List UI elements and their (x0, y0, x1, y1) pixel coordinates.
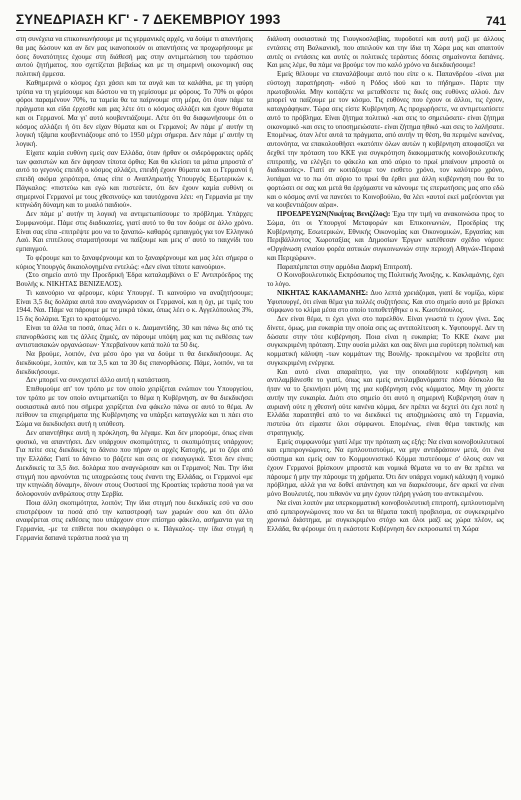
left-paragraph: Δεν πάμε μ' αυτήν τη λογική να αντιμετωπίσουμε το πρόβλημα. Υπάρχει; Συμφωνούμε. Πάμε στις διαδικασίες, γιατί αυτό το θα τον δούμε σε άλλο χρόνο. Είναι σας είπα -επιτρέψτε μου να το ξαναπώ- καθαρός εμπαιγμός για τον Ελληνικό Λαό. Και επιτέλους σταματήσουμε να παίζουμε και μεις σ' αυτό το παιχνίδι του εμπαιγμού. (16, 210, 253, 253)
right-paragraph: Παραπέμπεται στην αρμόδια Διαρκή Επιτροπή. (277, 262, 413, 271)
left-paragraph: στη συνέχεια να επικοινωνήσουμε με τις γερμανικές αρχές, να δούμε τι απαντήσεις θα μας δώσουν και αν δεν μας ικανοποιούν οι απαντήσεις να προχωρήσουμε με όσες δυνατότητες έχουμε στη διάθεσή μας στην αντιμετώπιση του τεράστιου αυτού ζητήματος, που σχετίζεται βεβαίως και με τη σημερινή οικονομική σας πολιτική έμμεσα. (16, 35, 253, 78)
speaker-text: Δυο λεπτά χρειάζομαι, γιατί δε νομίζω, κύριε Υφυπουργέ, ότι είναι θέμα για πολλές συζητήσεις. Και στο σημείο αυτό με βρίσκει σύμφωνο το κλίμα μέσα στο οποίο τοποθετήθηκε ο κ. Κωστόπουλος. (267, 288, 504, 315)
speaker-text: Έχω την τιμή να ανακοινώσω προς το Σώμα, ότι οι Υπουργοί Μεταφορών και Επικοινωνιών, Προεδρίας της Κυβέρνησης, Εσωτερικών, Εθνικής Οικονομίας και Οικονομικών, Εργασίας και Περιβάλλοντος Χωροταξίας και Δημοσίων Έργων κατέθεσαν σχέδιο νόμου: «Οργάνωση ενιαίου φορέα αστικών συγκοινωνιών στην περιοχή Αθηνών-Πειραιά και Περιχώρων». (267, 210, 504, 262)
right-paragraph: Να είναι λοιπόν μια υπερκομματική κοινοβουλευτική επιτροπή, εμπλουτισμένη από εμπειρογνώμονες που να δει τα θέματα τακτή προβεισμα, σε συγκεκριμένο χρονικό διάστημα, με συγκεκριμένο στόχο και όλοι μαζί ως χώρα πλέον, ως Ελλάδα, θα φέρουμε ότι η εκάστοτε Κυβέρνηση δεν εκπροσωπεί τη Χώρα (267, 498, 504, 533)
header-rule (16, 30, 506, 31)
session-title: ΣΥΝΕΔΡΙΑΣΗ ΚΓ' - 7 ΔΕΚΕΜΒΡΙΟΥ 1993 (16, 12, 281, 27)
right-paragraph: Ο Κοινοβουλευτικός Εκπρόσωπος της Πολιτικής Άνοιξης, κ. Κακλαμάνης, έχει το λόγο. (267, 271, 504, 288)
left-column (16, 35, 253, 795)
speaker-paragraph (267, 289, 504, 315)
left-paragraph: Δεν μπορεί να συνεχιστεί άλλο αυτή η κατάσταση. (26, 376, 171, 385)
right-paragraph: διάλυση ουσιαστικά της Γιουγκοσλαβίας, πυροδοτεί και αυτή μαζί με άλλους εντάσεις στη Βαλκανική, που απειλούν και την ίδια τη Χώρα μας και απαιτούν αυτές οι εντάσεις και αυτές οι πολιτικές τεράστιες δόσεις σημαίνοντα δαπάνες. Και μεις λέμε, θα πάμε να βρούμε τον πιο καλό χρόνο να διεκδικήσουμε! (267, 35, 504, 70)
right-paragraph: Εμείς συμφωνούμε γιατί λέμε την πρόταση ως εξής: Να είναι κοινοβουλευτικοί και εμπειρογνώμονες. Να εμπλουτιστούμε, να μην αντιδράσουν μετά, ότι ένα σύστημα και εμείς σαν το Κομμουνιστικό Κόμμα πιστεύουμε σ' όλους σαν να έχουν Γερμανοί βρίσκουν μπροστά και νομικά θέματα να το αν θα πρέπει να πάρουμε ή μην την πάρουμε τη χρήματα. Ότι δεν υπάρχει νομική κάλυψη ή νομικό πρόβλημα, αλλά για να δοθεί απάντηση και να διαρκέσουμε, δεν αρκεί να είναι μόνο Βουλευτές, που πιθανόν να μην έχουν πλήρη γνώση του αντικειμένου. (267, 437, 504, 498)
left-paragraph: Το φέρουμε και το ξαναφέρνουμε και το ξαναφέρνουμε και μας λέει σήμερα ο κύριος Υπουργός δικαιολογημένα εντελώς: «Δεν είναι τίποτε καινούριο». (16, 253, 253, 271)
speaker-name: ΝΙΚΗΤΑΣ ΚΑΚΛΑΜΑΝΗΣ: (277, 288, 369, 297)
left-paragraph: (Στο σημείο αυτό την Προεδρική Έδρα καταλαμβάνει ο Ε' Αντιπρόεδρος της Βουλής κ. ΝΙΚΗΤΑΣ ΒΕΝΙΖΕΛΟΣ). (16, 271, 253, 288)
right-paragraph: Δεν είναι θέμα, τι έχει γίνει στο παρελθόν. Είναι γνωστά τι έχουν γίνει. Σας δίνετε, όμως, μια ευκαιρία την οποία σεις ως αντιπολίτευση κ. Υφυπουργέ. Δεν τη δώσατε στην τότε κυβέρνηση. Ποια είναι η ευκαιρία; Το ΚΚΕ έκανε μια συγκεκριμένη πρόταση. Στην ουσία μιλάει και σας δίνει μια ευρύτερη πολιτική και κομματική κάλυψη -των κομμάτων της Βουλής- προκειμένου να προβείτε στη συγκεκριμένη ενέργεια. (267, 315, 504, 367)
page-header (16, 8, 506, 32)
right-paragraph: Εμείς θέλουμε να επαναλάβουμε αυτό που είπε ο κ. Παπανδρέου -είναι μια εύστοχη παρατήρηση- «ιδού η Ρόδος ιδού και το πήδημα». Πάρτε την πρωτοβουλία. Μην κοιτάζετε να μεταθέσετε τις δικές σας ευθύνες αλλού. Δεν μπορεί να παίζουμε με τον κόσμο. Τις ευθύνες που έχουν οι άλλοι, τις έχουν, καταγράφηκαν. Τώρα σεις είστε Κυβέρνηση. Ας προχωρήσετε, να αντιμετωπίσετε αυτό το πρόβλημα. Είναι ζήτημα πολιτικό -και σεις το σημειώσατε- είναι ζήτημα οικονομικό -και σεις το υποσημειώσατε- είναι ζήτημα ηθικό -και σεις το λαλήσατε. Επομένως, όταν λέτε αυτά τα πράγματα, από αυτήν τη θέση, θα περιμένε κανένας, αυτονόητα, να επακολουθήσει «κατόπιν όλων αυτών η κυβέρνηση αποφασίζει να δεχθεί την πρόταση του ΚΚΕ για συγκρότηση διακομματικής κοινοβουλευτικής επιτροπής, να ελέγξει το φάκελο και από αύριο το πρωί μπαίνουν μπροστά οι διαδικασίες». Γιατί αν κοιτάζουμε τον εισθετο χρόνο, τον καλύτερο χρόνο, λυπάμαι να το πω ότι αύριο το πρωί θα έρθει μια άλλη κυβέρνηση που θα το φορτώσει σε σας και μετά θα έρχόμαστε να κάνουμε τις επερωτήσεις μας απο εδώ και ο κόσμος αντί να πανεύει το Κοινοβούλιο, θα λέει «αυτοί εκεί μαζεύονται για να κουβεντιάζουν αέρα». (267, 70, 504, 210)
left-paragraph: Είναι τα άλλα τα ποσά, όπως λέει ο κ. Διαμαντίδης, 30 και πάνω δις από τις επανορθώσεις και τις άλλες ζημιές, αν πάρουμε υπόψη μας και τις εκθέσεις των αντιστασιακών οργανώσεων· Υπερβαίνουν κατά πολύ τα 50 δις. (16, 323, 253, 350)
page-number: 741 (485, 14, 506, 28)
right-paragraph: Και αυτό είναι απαραίτητο, για την οποιαδήποτε κυβέρνηση και αντιλαμβάνεσθε το γιατί, όπως και εμείς αντιλαμβανόμαστε πόσο δύσκολο θα ήταν να το ξεκινήσει μόνη της μια κυβέρνηση ενός κόμματος. Μην τη χάσετε αυτήν την ευκαιρία. Διότι στο σημείο ότι αυτό η σημερινή Κυβέρνηση όταν η αυριανή ούτε η χθεσινή ούτε κανένα κόμμα, δεν πρέπει να δεχτεί ότι έχει ποτέ η Ελλάδα παραιτηθεί από το να διεκδικεί τις αποζημιώσεις από τη Γερμανία, πιστεύω ότι είμαστε όλοι σύμφωνοι. Επομένως, είναι θέμα τακτικής και στρατηγικής. (267, 367, 504, 437)
left-paragraph: Να βρούμε, λοιπόν, ένα μέσο όρο για να δούμε τι θα διεκδικήσουμε. Ας διεκδικούμε, λοιπόν, και τα 3,5 και τα 30 δις επανορθώσεις. Πάμε, λοιπόν, να τα διεκδικήσουμε. (16, 350, 253, 376)
left-paragraph: Τι καινούριο να φέρουμε, κύριε Υπουργέ. Τι καινούριο να αναζητήσουμε; Είναι 3,5 δις δολάρια αυτά που αναγνώρισαν οι Γερμανοί, και η όχι, με τιμές του 1944. Ναι. Πάμε να πάρουμε με τα μικρά τόκια, όπως λέει ο κ. Αγγελόπουλος 3%, 15 δις δολάρια. Έχει το κρατούμενο. (16, 288, 253, 323)
left-paragraph: Είχατε καμία ευθύνη εμείς σαν Ελλάδα, όταν ήρθαν οι σιδερόφρακτες ορδές των φασιστών και δεν άφησαν τίποτα όρθιο; Και θα κλείσει τα μάτια μπροστά σ' αυτό το γεγονός επειδή ο κόσμος αλλάζει, επειδή έχουν θύματα και οι Γερμανοί ή επειδή ακόμα χειρότερα, όπως είπε ο Αναπληρωτής Υπουργός Εξωτερικών κ. Πάγκαλος: «πιστεύω και εγώ και πιστεύετε, ότι δεν έχουν καμία ευθύνη οι σημερινοί Γερμανοί με τους χθεσινούς» και ταυτόχρονα λέει: «η Γερμανία με την κτηνώδη δύναμη και το μυαλό παιδιού». (16, 148, 253, 210)
left-paragraph: Καθημερινά ο κόσμος έχει χάσει και τα αυγά και τα καλάθια, με τη γαύρη τρύπα να τη γεμίσουμε και δώστου να τη γεμίσουμε με φόρους. Το 70% οι φόροι φόροι παραμένουν 70%, τα ταμεία θα τα παίρνουμε στη μέρα, ότι όταν πάμε τα πράγματα και είδα έρχεσθε και μας λέτε ότι ο κόσμος αλλάζει και έχουν θύματα και οι Γερμανοί. Μα γι' αυτό κουβεντιάζουμε. Λέτε ότι θα διαφωνήσουμε ότι ο κόσμος αλλάζει ή ότι δεν είχαν θύματα και οι Γερμανοί; Αν πάμε μ' αυτήν τη λογική τζάμπα κουβεντιάζουμε από το 1950 μέχρι σήμερα. Δεν πάμε μ' αυτήν τη λογική. (16, 78, 253, 148)
speaker-name: ΠΡΟΕΔΡΕΥΩΝ(Νικήτας Βενιζέλος): (277, 210, 391, 218)
left-paragraph: Δεν απαντήθηκε αυτή η πρόκληση, θα λέγαμε. Και δεν μπορούμε, όπως είναι φυσικό, να απαντήσει. Δεν υπάρχουν σκοπιμότητες, τι σκοπιμότητες υπάρχουν; Για πείτε σεις διεκδικείς το δάνειο που πήραν οι αρχές Κατοχής, με το ζόρι από την Ελλάδα; Γιατί το δάνειο το βάζετε και σεις σε εισαγωγικά. Έτσι δεν είναι; Διεκδικείς τα 3,5 δισ. δολάρια που αναγνώρισαν και οι Γερμανοί; Ναι. Την ίδια στιγμή που αρνούνται τις υποχρεώσεις τους έναντι της Ελλάδας, οι Γερμανοί «με την κτηνώδη δύναμη», δίνουν στους Ουστασί της Κροατίας τεράστια ποσά για να δολοφονούν ανθρώπους στην Σερβία. (16, 428, 253, 498)
left-paragraph: Επιθυμούμε απ' τον τρόπο με τον οποίο χειρίζεται ενώπιον του Υπουργείου, τον τρόπο με τον οποίο αντιμετωπίζει το θέμα η Κυβέρνηση, αν θα διεκδικήσει ουσιαστικά αυτό που σήμερα χειρίζεται ένα φάκελο πάνω σε αυτό το θέμα. Αν πείθουν τα επιχειρήματα της Κυβέρνησης να υπάρξει καταγγελία και τι πάει στο Σώμα να διεκδικήσει αυτή η υπόθεση. (16, 385, 253, 428)
speaker-paragraph (267, 210, 504, 263)
left-paragraph: Ποια άλλη σκοπιμότητα, λοιπόν; Την ίδια στιγμή που διεκδικείς εσύ να σου επιστρέψουν τα ποσά από την καταστροφή των χωριών σου και ότι άλλο αναφέρεται στις εκθέσεις που υπάρχουν στον επίσημο φάκελο, ασήμαντα για τη Γερμανία, -με τα επίθετα που σκιαγράφει ο κ. Πάγκαλος- την ίδια στιγμή η Γερμανία δαπανά τεράστια ποσά για τη (16, 498, 253, 542)
right-column (267, 35, 504, 795)
